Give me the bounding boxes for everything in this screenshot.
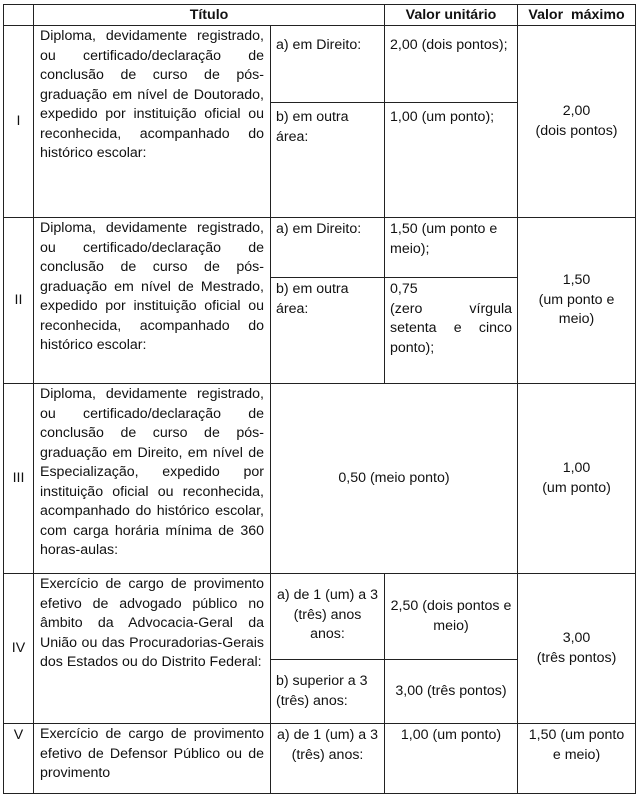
option-label: b) em outra área:	[271, 103, 385, 218]
option-value: 3,00 (três pontos)	[385, 660, 518, 724]
option-value: 2,50 (dois pontos e meio)	[385, 574, 518, 660]
option-value: 1,00 (um ponto);	[385, 103, 518, 218]
table-row	[4, 724, 636, 794]
row-number: IV	[4, 574, 34, 724]
row-max: 1,50 (um ponto e meio)	[518, 724, 636, 794]
row-max: 2,00 (dois pontos)	[518, 26, 636, 218]
row-max: 1,00 (um ponto)	[518, 384, 636, 574]
header-valor-unitario: Valor unitário	[385, 5, 518, 26]
row-number: V	[4, 724, 34, 794]
row-max: 1,50 (um ponto e meio)	[518, 218, 636, 384]
row-title: Diploma, devidamente registrado, ou certificado/declaração de conclusão de curso de pós-graduação em Direito, em nível de Especialização, expedido por instituição oficial ou reconhecida, acompanhado do histórico escolar, com carga horária mínima de 360 horas-aulas:	[34, 384, 271, 574]
row-number: I	[4, 26, 34, 218]
header-row	[4, 5, 636, 26]
row-title: Diploma, devidamente registrado, ou certificado/declaração de conclusão de curso de pós-graduação em nível de Mestrado, expedido por instituição oficial ou reconhecida, acompanhado do histórico escolar:	[34, 218, 271, 384]
table-row	[4, 384, 636, 574]
option-value: 1,00 (um ponto)	[385, 724, 518, 794]
option-label: a) em Direito:	[271, 218, 385, 278]
option-label: b) em outra área:	[271, 278, 385, 384]
criteria-table	[3, 4, 636, 794]
row-title: Diploma, devidamente registrado, ou certificado/declaração de conclusão de curso de pós-graduação em nível de Doutorado, expedido por instituição oficial ou reconhecida, acompanhado do histórico escolar:	[34, 26, 271, 218]
table-row	[4, 218, 636, 278]
row-number: III	[4, 384, 34, 574]
header-number	[4, 5, 34, 26]
row-number: II	[4, 218, 34, 384]
option-value: 2,00 (dois pontos);	[385, 26, 518, 103]
option-label: b) superior a 3 (três) anos:	[271, 660, 385, 724]
row-title: Exercício de cargo de provimento efetivo de Defensor Público ou de provimento	[34, 724, 271, 794]
option-value: 0,75 (zero vírgula setenta e cinco ponto);	[385, 278, 518, 384]
row-max: 3,00 (três pontos)	[518, 574, 636, 724]
option-value: 1,50 (um ponto e meio);	[385, 218, 518, 278]
header-titulo: Título	[34, 5, 385, 26]
table-row	[4, 26, 636, 103]
table-row	[4, 574, 636, 660]
row-title: Exercício de cargo de provimento efetivo de advogado público no âmbito da Advocacia-Geral da União ou das Procuradorias-Gerais dos Estados ou do Distrito Federal:	[34, 574, 271, 724]
option-label: a) de 1 (um) a 3 (três) anos anos:	[271, 574, 385, 660]
option-label: a) em Direito:	[271, 26, 385, 103]
header-valor-maximo: Valor máximo	[518, 5, 636, 26]
option-label: a) de 1 (um) a 3 (três) anos:	[271, 724, 385, 794]
row-value: 0,50 (meio ponto)	[271, 384, 518, 574]
